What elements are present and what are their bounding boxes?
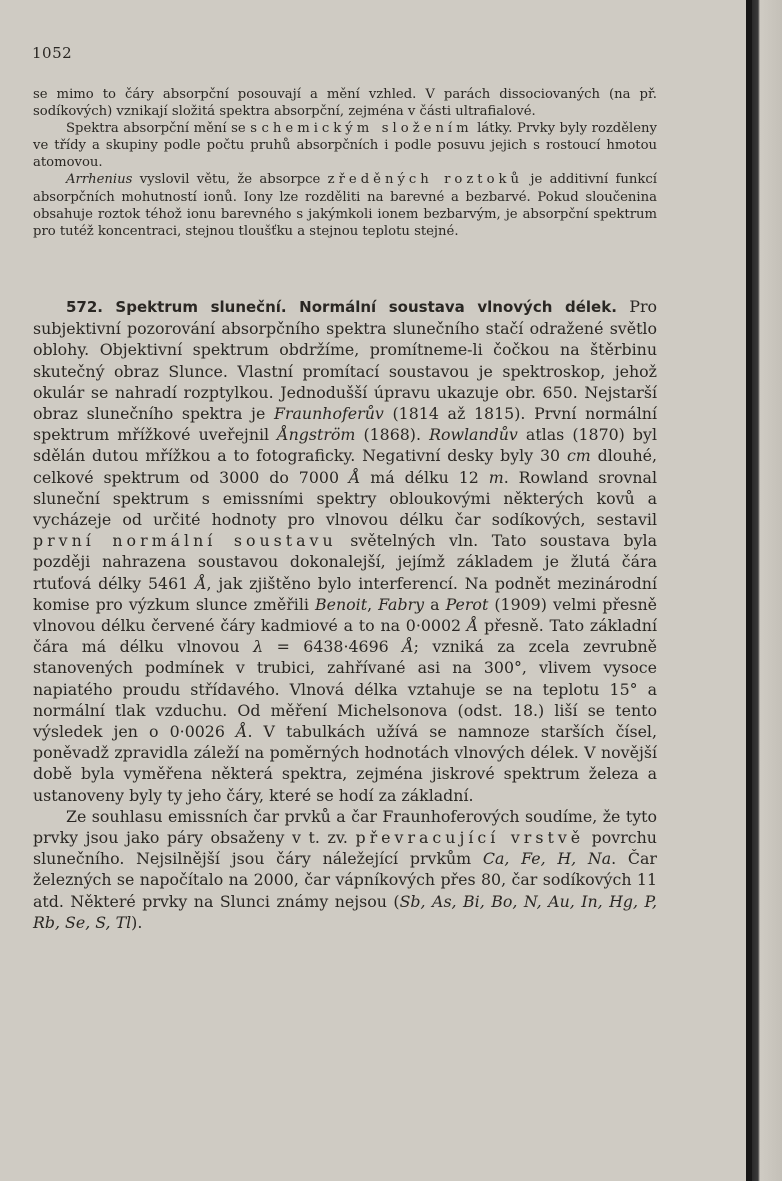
text-run: (1868).: [355, 425, 430, 445]
text-run: povrchu slunečního. Nejsilnější jsou čáry náležející prvkům: [33, 828, 657, 869]
section-572: [33, 296, 657, 933]
section-paragraph-2: [33, 806, 657, 933]
text-run: . V tabulkách užívá se namnoze starších čísel, poněvadž zpravidla záleží na poměrných hodnotách vlnových délek. V novější době byla vyměřena některá spektra, zejména jiskrové spektrum železa a ustanoveny byly ty jeho čáry, které se hodí za základní.: [33, 722, 658, 805]
spaced-emphasis: první normální soustavu: [33, 531, 337, 551]
author-name: Perot: [445, 594, 489, 614]
author-name: Benoit: [315, 594, 368, 614]
spaced-emphasis: zředěných roztoků: [327, 172, 524, 188]
next-page-edge: [752, 0, 782, 1181]
intro-paragraph-2: [33, 120, 657, 171]
text-run: světelných vln. Tato soustava byla později nahrazena soustavou dokonalejší, jejímž základem je žlutá čára rtuťová délky 5461: [33, 531, 657, 593]
author-name: Fabry: [378, 594, 425, 614]
unit: Å: [236, 722, 248, 742]
text-run: dlouhé, celkové spektrum od 3000 do 7000: [33, 446, 658, 487]
intro-text: [33, 86, 657, 240]
text-run: přesně. Tato základní čára má délku vlnovou: [33, 616, 657, 657]
text-run: je additivní funkcí absorpčních mohutností ionů. Iony lze rozděliti na barevné a bezbarvé. Pokud sloučenina obsahuje roztok téhož ionu barevného s jakýmkoli ionem bezbarvým, je absorpční spektrum pro tutéž koncentraci, stejnou tloušťku a stejnou teplotu stejné.: [33, 172, 658, 239]
text-run: Pro subjektivní pozorování absorpčního spektra slunečního stačí odražené světlo oblohy. Objektivní spektrum obdržíme, promítneme-li čočkou na štěrbinu skutečný obraz Slunce. Vlastní promítací soustavou je spektroskop, jehož okulár se nahradí rozptylkou. Jednodušší úpravu ukazuje obr. 650. Nejstarší obraz slunečního spektra je: [33, 297, 658, 424]
section-title: Spektrum sluneční. Normální soustava vlnových délek.: [115, 298, 617, 316]
text-run: = 6438·4696: [263, 637, 403, 657]
text-run: (1909) velmi přesně vlnovou délku červené čáry kadmiové a to na 0·0002: [33, 594, 658, 636]
text-run: Spektra absorpční mění se s: [66, 121, 262, 137]
text-run: má délku 12: [360, 467, 489, 487]
page-number: 1052: [32, 44, 73, 62]
spaced-emphasis: chemickým složením: [261, 121, 473, 137]
intro-paragraph-1: se mimo to čáry absorpční posouvají a mění vzhled. V parách dissociovaných (na př. sodíkových) vznikají složitá spektra absorpční, zejména v části ultrafialové.: [33, 87, 657, 120]
symbol: λ: [253, 637, 264, 657]
intro-paragraph-3: [33, 171, 657, 239]
unit: Å: [195, 573, 207, 593]
spaced-emphasis: převracující vrstvě: [355, 828, 585, 848]
section-paragraph-1: [33, 296, 657, 806]
text-run: atlas (1870) byl sdělán dutou mřížkou a to fotograficky. Negativní desky byly 30: [33, 425, 657, 466]
text-run: . Rowland srovnal sluneční spektrum s emissními spektry obloukovými některých kovů a vycházeje od určité hodnoty pro vlnovou délku čar sodíkových, sestavil: [33, 467, 657, 530]
element-symbols: Sb, As, Bi, Bo, N, Au, In, Hg, P, Rb, Se, S, Tl: [33, 891, 657, 932]
unit: cm: [566, 446, 591, 466]
unit: Å: [466, 616, 479, 636]
author-name: Arrhenius: [66, 172, 133, 188]
element-symbols: Ca, Fe, H, Na: [482, 849, 612, 869]
text-run: ).: [131, 912, 143, 932]
text-run: a: [424, 594, 446, 614]
unit: Å: [402, 637, 414, 657]
author-name: Fraunhoferův: [274, 404, 384, 424]
text-run: látky. Prvky byly rozděleny ve třídy a skupiny podle počtu pruhů absorpčních i podle posuvu jejich s rostoucí hmotou atomovou.: [33, 121, 658, 171]
text-run: . Čar železných se napočítalo na 2000, čar vápníkových přes 80, čar sodíkových 11 atd. Některé prvky na Slunci známy nejsou (: [33, 849, 657, 911]
text-run: vyslovil větu, že absorpce: [132, 172, 328, 188]
text-run: Ze souhlasu emissních čar prvků a čar Fraunhoferových soudíme, že tyto prvky jsou jako páry obsaženy v t. zv.: [33, 806, 657, 848]
unit: Å: [348, 467, 361, 487]
unit: m: [488, 467, 504, 487]
text-run: ,: [367, 594, 379, 614]
text-run: ; vzniká za zcela zevrubně stanovených podmínek v trubici, zahřívané asi na 300°, vlivem vysoce napiatého proudu střídavého. Vlnová délka vztahuje se na teplotu 15° a normální tlak vzduchu. Od měření Michelsonova (odst. 18.) liší se tento výsledek jen o 0·0026: [33, 637, 657, 742]
section-number: 572.: [66, 298, 104, 316]
author-name: Rowlandův: [429, 425, 518, 445]
text-run: , jak zjištěno bylo interferencí. Na podnět mezinárodní komise pro výzkum slunce změřili: [33, 573, 657, 614]
text-run: (1814 až 1815). První normální spektrum mřížkové uveřejnil: [33, 404, 657, 445]
author-name: Ångström: [277, 425, 356, 445]
